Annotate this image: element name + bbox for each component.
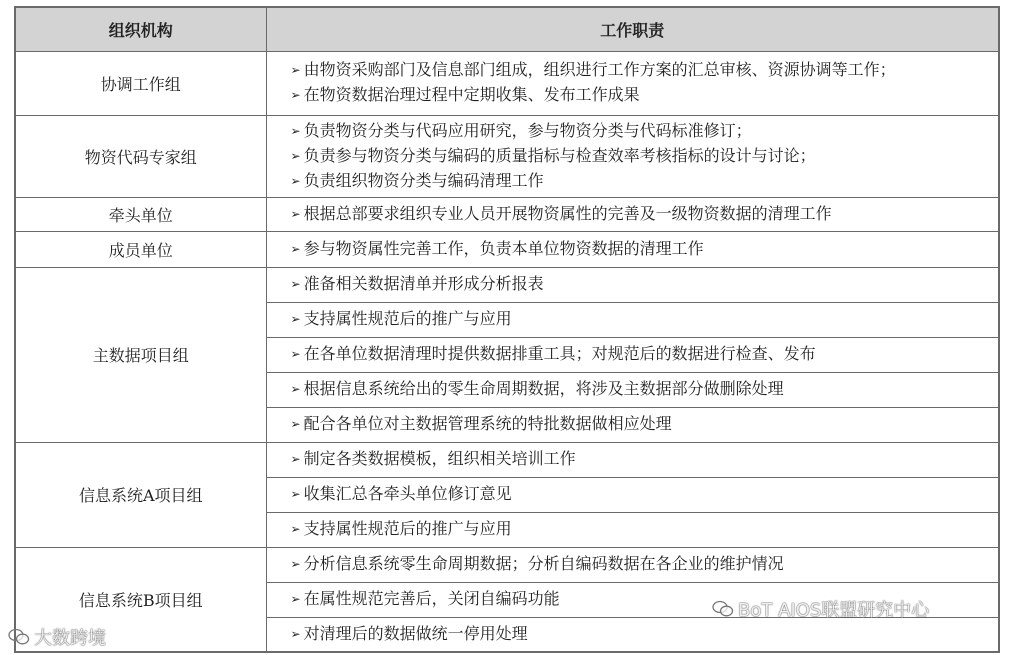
duty-cell (266, 337, 999, 372)
arrow-bullet-icon: ➢ (290, 206, 301, 221)
table-row (15, 197, 999, 231)
duty-line (291, 622, 993, 647)
watermark-right (712, 596, 929, 622)
arrow-bullet-icon: ➢ (290, 241, 301, 256)
duty-line (291, 272, 993, 297)
arrow-bullet-icon: ➢ (290, 417, 301, 431)
arrow-bullet-icon: ➢ (290, 277, 301, 291)
duty-line (291, 58, 993, 83)
duty-cell (266, 231, 999, 267)
org-cell: 成员单位 (15, 231, 266, 267)
duty-line (291, 412, 993, 437)
duty-text: 参与物资属性完善工作，负责本单位物资数据的清理工作 (303, 238, 704, 258)
table-row (15, 547, 999, 582)
duty-cell (266, 302, 999, 337)
duty-text: 支持属性规范后的推广与应用 (303, 519, 512, 538)
wechat-icon (8, 628, 30, 646)
wechat-icon (712, 600, 734, 618)
duty-text: 在属性规范完善后，关闭自编码功能 (303, 589, 560, 608)
org-cell: 信息系统A项目组 (15, 442, 266, 547)
arrow-bullet-icon: ➢ (290, 522, 301, 536)
org-cell: 牵头单位 (15, 197, 266, 231)
org-cell: 信息系统B项目组 (15, 547, 266, 652)
table-row (15, 51, 999, 115)
arrow-bullet-icon: ➢ (290, 347, 301, 361)
header-duty: 工作职责 (266, 7, 999, 51)
duty-text: 负责物资分类与代码应用研究，参与物资分类与代码标准修订； (303, 120, 752, 140)
arrow-bullet-icon: ➢ (290, 626, 301, 641)
duty-line (291, 237, 993, 262)
table-row (15, 267, 999, 302)
duty-cell (266, 267, 999, 302)
duty-text: 在物资数据治理过程中定期收集、发布工作成果 (303, 85, 640, 104)
duty-text: 制定各类数据模板，组织相关培训工作 (303, 449, 576, 468)
table-header-row (15, 7, 999, 51)
duty-text: 收集汇总各牵头单位修订意见 (303, 484, 512, 503)
arrow-bullet-icon: ➢ (290, 123, 301, 138)
arrow-bullet-icon: ➢ (290, 382, 301, 396)
duty-line (291, 552, 993, 577)
org-cell: 主数据项目组 (15, 267, 266, 442)
duty-text: 对清理后的数据做统一停用处理 (303, 623, 528, 643)
duty-text: 在各单位数据清理时提供数据排重工具；对规范后的数据进行检查、发布 (303, 344, 816, 363)
duty-cell (266, 197, 999, 231)
arrow-bullet-icon: ➢ (290, 452, 301, 466)
duty-cell (266, 547, 999, 582)
duty-cell (266, 512, 999, 547)
duty-text: 根据总部要求组织专业人员开展物资属性的完善及一级物资数据的清理工作 (303, 203, 832, 223)
watermark-left-text: 大数跨境 (34, 628, 106, 649)
table-row (15, 115, 999, 197)
duty-text: 负责参与物资分类与编码的质量指标与检查效率考核指标的设计与讨论； (303, 145, 816, 165)
duty-line (291, 119, 993, 144)
arrow-bullet-icon: ➢ (290, 88, 301, 102)
duty-line (291, 144, 993, 169)
duty-text: 分析信息系统零生命周期数据；分析自编码数据在各企业的维护情况 (303, 554, 784, 573)
duty-cell (266, 442, 999, 477)
duty-line (291, 202, 993, 227)
duty-line (291, 517, 993, 542)
duty-line (291, 482, 993, 507)
duty-text: 由物资采购部门及信息部门组成，组织进行工作方案的汇总审核、资源协调等工作； (303, 60, 896, 79)
duty-text: 支持属性规范后的推广与应用 (303, 309, 512, 328)
duty-cell (266, 407, 999, 442)
table-row (15, 231, 999, 267)
responsibility-table (14, 6, 1000, 653)
duty-cell (266, 51, 999, 115)
duty-line (291, 342, 993, 367)
arrow-bullet-icon: ➢ (290, 63, 301, 77)
duty-line (291, 377, 993, 402)
arrow-bullet-icon: ➢ (290, 312, 301, 326)
duty-text: 配合各单位对主数据管理系统的特批数据做相应处理 (303, 414, 672, 433)
duty-line (291, 447, 993, 472)
duty-cell (266, 477, 999, 512)
arrow-bullet-icon: ➢ (290, 173, 301, 188)
duty-line (291, 169, 993, 194)
arrow-bullet-icon: ➢ (290, 592, 301, 606)
arrow-bullet-icon: ➢ (290, 487, 301, 501)
duty-line (291, 307, 993, 332)
duty-cell (266, 617, 999, 652)
watermark-left (8, 624, 106, 650)
arrow-bullet-icon: ➢ (290, 148, 301, 163)
duty-text: 负责组织物资分类与编码清理工作 (303, 170, 544, 190)
duty-text: 准备相关数据清单并形成分析报表 (303, 274, 544, 293)
duty-text: 根据信息系统给出的零生命周期数据，将涉及主数据部分做删除处理 (303, 379, 784, 398)
duty-line (291, 83, 993, 108)
org-cell: 协调工作组 (15, 51, 266, 115)
arrow-bullet-icon: ➢ (290, 557, 301, 571)
table-row (15, 442, 999, 477)
header-org: 组织机构 (15, 7, 266, 51)
watermark-right-text: BoT AIOS联盟研究中心 (738, 600, 930, 621)
duty-cell (266, 372, 999, 407)
org-cell: 物资代码专家组 (15, 115, 266, 197)
duty-cell (266, 115, 999, 197)
